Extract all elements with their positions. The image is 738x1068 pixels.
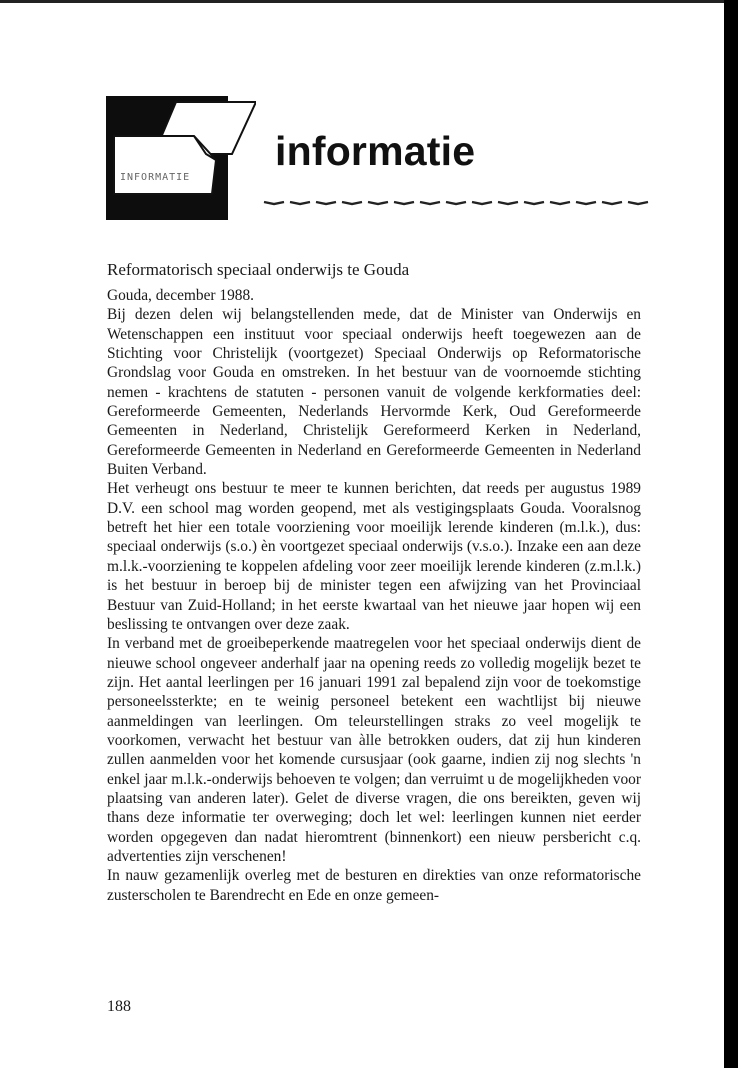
- page-title: informatie: [275, 128, 476, 174]
- logo-text: INFORMATIE: [120, 172, 191, 183]
- article-body: [107, 286, 641, 905]
- article-paragraph-2: Het verheugt ons bestuur te meer te kunnen berichten, dat reeds per augustus 1989 D.V. een school mag worden geopend, met als vestigingsplaats Gouda. Vooralsnog betreft het hier een totale voorziening voor moeilijk lerende kinderen (m.l.k.), dus: speciaal onderwijs (s.o.) èn voortgezet speciaal onderwijs (v.s.o.). Inzake een aan deze m.l.k.-voorziening te koppelen afdeling voor zeer moeilijk lerende kinderen (z.m.l.k.) is het bestuur in beroep bij de minister tegen een afwijzing van het Provinciaal Bestuur van Zuid-Holland; in het eerste kwartaal van het nieuwe jaar hopen wij een beslissing te ontvangen over deze zaak.: [107, 480, 641, 633]
- article-paragraph-date: Gouda, december 1988.: [107, 287, 255, 304]
- informatie-logo-icon: [106, 96, 256, 220]
- scan-top-edge: [0, 0, 738, 3]
- page-number: 188: [107, 998, 131, 1015]
- article-title: Reformatorisch speciaal onderwijs te Gouda: [107, 260, 410, 279]
- article-paragraph-4: In nauw gezamenlijk overleg met de besturen en direkties van onze reformatorische zusterscholen te Barendrecht en Ede en onze gemeen-: [107, 867, 641, 904]
- header-dash-rule: [262, 196, 654, 210]
- header-dash-path: [264, 202, 648, 204]
- scan-right-edge: [724, 0, 738, 1068]
- article-paragraph-1: Bij dezen delen wij belangstellenden mede, dat de Minister van Onderwijs en Wetenschappen een instituut voor speciaal onderwijs heeft toegewezen aan de Stichting voor Christelijk (voortgezet) Speciaal Onderwijs op Reformatorische Grondslag voor Gouda en omstreken. In het bestuur van de voornoemde stichting nemen - krachtens de statuten - personen vanuit de volgende kerkformaties deel: Gereformeerde Gemeenten, Nederlands Hervormde Kerk, Oud Gereformeerde Gemeenten in Nederland, Christelijk Gereformeerd Kerken in Nederland, Gereformeerde Gemeenten in Nederland en Gereformeerde Gemeenten in Nederland Buiten Verband.: [107, 306, 641, 479]
- article-paragraph-3: In verband met de groeibeperkende maatregelen voor het speciaal onderwijs dient de nieuwe school ongeveer anderhalf jaar na opening reeds zo volledig mogelijk bezet te zijn. Het aantal leerlingen per 16 januari 1991 zal bepalend zijn voor de toekomstige personeelssterkte; en te weinig personeel betekent een wachtlijst bij nieuwe aanmeldingen van leerlingen. Om teleurstellingen straks zo veel mogelijk te voorkomen, verwacht het bestuur van àlle betrokken ouders, dat zij hun kinderen zullen aanmelden voor het komende cursusjaar (ook gaarne, indien zij nog slechts 'n enkel jaar m.l.k.-onderwijs behoeven te volgen; dan verruimt u de mogelijkheden voor plaatsing van anderen later). Gelet de diverse vragen, die ons bereikten, geven wij thans deze informatie ter overweging; doch let wel: leerlingen kunnen niet eerder worden opgegeven dan nadat hieromtrent (binnenkort) een nieuw persbericht c.q. advertenties zijn verschenen!: [107, 635, 641, 865]
